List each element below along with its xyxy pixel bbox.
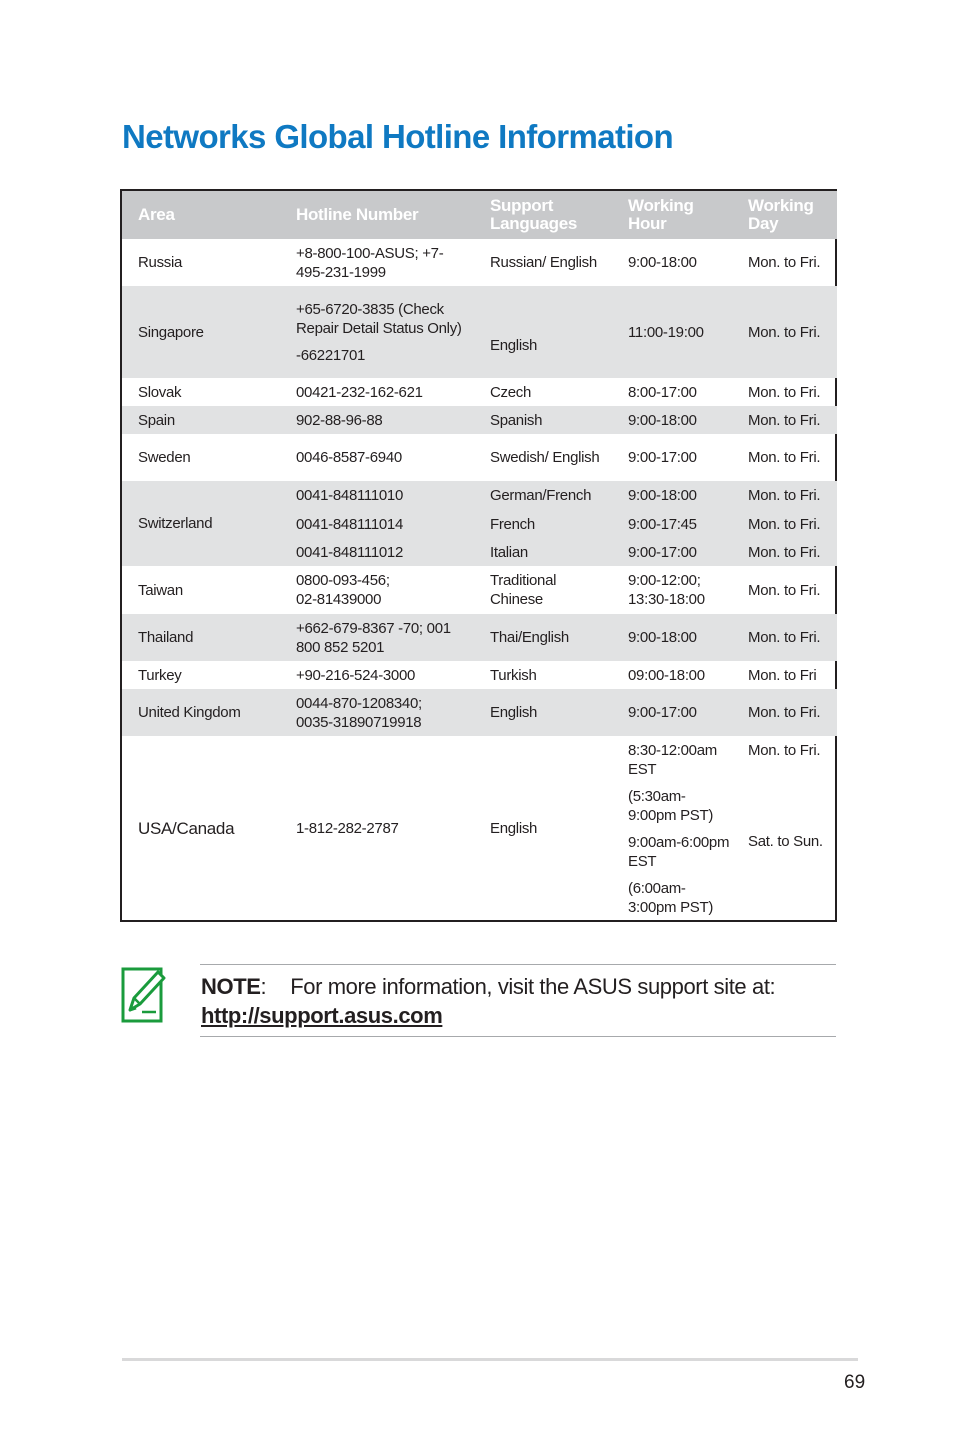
table-row (122, 689, 837, 736)
table-row (122, 406, 837, 434)
cell-days: Mon. to Fri. (748, 449, 821, 466)
cell-days: Mon. to Fri. (732, 406, 837, 434)
cell-hotline: 1-812-282-2787 (296, 820, 399, 837)
cell-days: Mon. to Fri. (732, 481, 837, 510)
table-row (122, 286, 837, 378)
note-body: For more information, visit the ASUS support site at: (290, 974, 776, 999)
hours-line: 9:00-12:00; (628, 572, 701, 589)
cell-hotline: 0041-848111012 (280, 538, 474, 566)
hotline-line: 0044-870-1208340; (296, 694, 422, 712)
cell-hours: 09:00-18:00 (628, 666, 705, 684)
hotline-table (120, 189, 837, 922)
cell-languages: Italian (474, 538, 612, 566)
cell-languages: English (474, 689, 612, 736)
cell-hours: 11:00-19:00 (612, 286, 732, 378)
cell-days: Mon. to Fri. (732, 614, 837, 661)
note-divider-top (200, 964, 836, 965)
table-row (122, 239, 837, 286)
cell-days: Mon. to Fri. (732, 510, 837, 538)
table-row (122, 378, 837, 406)
cell-hotline: +90-216-524-3000 (296, 666, 416, 684)
cell-days: Mon. to Fri (748, 666, 817, 684)
cell-hotline: 0041-848111010 (280, 481, 474, 510)
cell-languages: German/French (474, 481, 612, 510)
cell-hours: 9:00-17:00 (612, 689, 732, 736)
cell-hours: 9:00-17:45 (612, 510, 732, 538)
cell-languages: Czech (490, 383, 532, 401)
support-site-link[interactable]: http://support.asus.com (201, 1003, 443, 1028)
table-row (122, 566, 837, 614)
hours-line: 13:30-18:00 (628, 591, 705, 608)
cell-area: Switzerland (122, 481, 280, 566)
hours-line: (5:30am-9:00pm PST) (628, 788, 714, 824)
cell-hotline: +662-679-8367 -70; 001 800 852 5201 (280, 614, 474, 661)
hotline-line: 0800-093-456; (296, 572, 390, 589)
cell-hotline: 0041-848111014 (280, 510, 474, 538)
note-divider-bottom (200, 1036, 836, 1037)
cell-area: Turkey (138, 666, 182, 684)
cell-days: Mon. to Fri. (732, 538, 837, 566)
cell-hours: 9:00-17:00 (628, 449, 697, 466)
hotline-line: -66221701 (296, 346, 366, 364)
cell-hours: 9:00-18:00 (612, 481, 732, 510)
cell-days: Mon. to Fri. (732, 286, 837, 378)
cell-hours: 9:00-17:00 (612, 538, 732, 566)
cell-hotline (280, 566, 474, 614)
note-label: NOTE (201, 974, 261, 999)
cell-hours: 9:00-18:00 (612, 614, 732, 661)
cell-hotline: 00421-232-162-621 (296, 383, 423, 401)
hours-line: (6:00am-3:00pm PST) (628, 880, 714, 916)
header-hotline-number: Hotline Number (280, 191, 474, 239)
cell-area: Singapore (122, 286, 280, 378)
language-line: Traditional (490, 572, 557, 589)
cell-languages: Russian/ English (490, 254, 597, 271)
cell-days: Mon. to Fri. (748, 383, 821, 401)
cell-languages (474, 566, 612, 614)
cell-days: Mon. to Fri. (732, 689, 837, 736)
note-text (201, 972, 775, 1030)
cell-days (732, 736, 837, 921)
footer-divider (122, 1358, 858, 1361)
cell-hotline: 902-88-96-88 (280, 406, 474, 434)
header-working-day: Working Day (732, 191, 837, 239)
cell-hours (612, 566, 732, 614)
cell-hotline (280, 286, 474, 378)
header-working-hour: Working Hour (612, 191, 732, 239)
table-row (122, 481, 837, 510)
cell-days: Mon. to Fri. (748, 254, 821, 271)
page-title: Networks Global Hotline Information (122, 118, 674, 155)
cell-area: United Kingdom (122, 689, 280, 736)
hours-line: 8:30-12:00am EST (628, 742, 717, 778)
hotline-line: 0035-31890719918 (296, 713, 422, 731)
cell-hours (612, 736, 732, 921)
cell-hours: 9:00-18:00 (612, 406, 732, 434)
days-line: Sat. to Sun. (748, 833, 823, 850)
cell-hotline (280, 689, 474, 736)
cell-languages: Spanish (474, 406, 612, 434)
cell-languages: Swedish/ English (490, 449, 600, 466)
cell-hours: 8:00-17:00 (628, 383, 697, 401)
cell-area: Slovak (138, 383, 182, 401)
hotline-line: 02-81439000 (296, 591, 382, 608)
table-row (122, 434, 837, 481)
note-box (120, 962, 836, 1040)
hours-line: 9:00am-6:00pm EST (628, 834, 730, 870)
page-number: 69 (844, 1372, 866, 1393)
cell-languages: Thai/English (474, 614, 612, 661)
cell-languages: French (474, 510, 612, 538)
cell-languages: English (490, 820, 538, 837)
table-header-row (122, 191, 837, 239)
note-colon: : (260, 974, 267, 999)
days-line: Mon. to Fri. (748, 742, 821, 759)
cell-languages: Turkish (490, 666, 537, 684)
cell-hotline: 0046-8587-6940 (296, 449, 402, 466)
cell-area: Russia (138, 254, 183, 271)
table-row (122, 661, 837, 689)
cell-area: Taiwan (138, 581, 183, 599)
cell-days: Mon. to Fri. (748, 581, 821, 599)
header-area: Area (122, 191, 280, 239)
cell-area: Sweden (138, 449, 191, 466)
hotline-line: +65-6720-3835 (Check Repair Detail Status Only) (296, 300, 462, 337)
language-line: Chinese (490, 591, 543, 608)
header-support-languages: Support Languages (474, 191, 612, 239)
cell-languages: English (474, 286, 612, 378)
table-row (122, 614, 837, 661)
cell-hours: 9:00-18:00 (628, 254, 697, 271)
cell-area: Spain (122, 406, 280, 434)
table-row (122, 736, 837, 921)
cell-hotline: +8-800-100-ASUS; +7-495-231-1999 (296, 244, 444, 281)
note-pencil-icon (120, 964, 168, 1024)
cell-area: USA/Canada (138, 819, 235, 838)
cell-area: Thailand (122, 614, 280, 661)
